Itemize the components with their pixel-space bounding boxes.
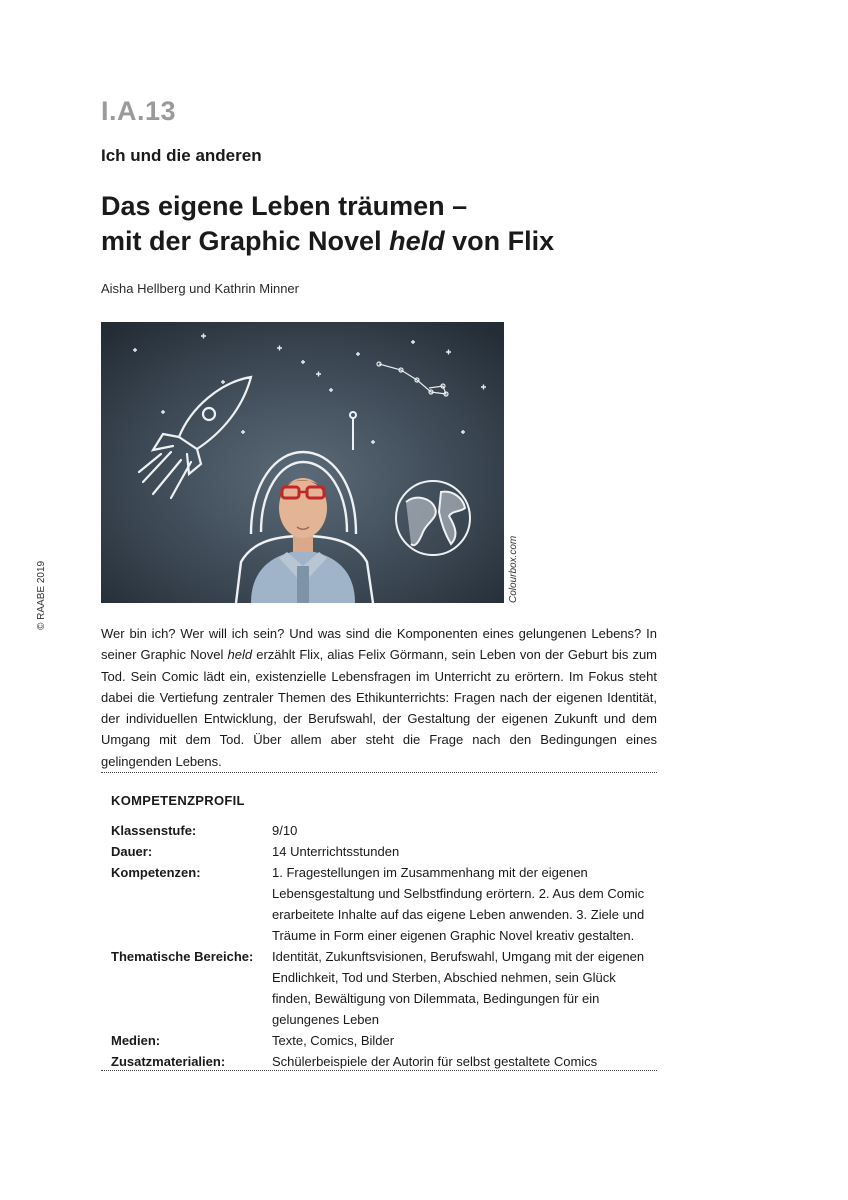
competence-profile <box>111 793 657 1072</box>
dotted-divider-top <box>101 772 657 773</box>
page-title <box>101 189 554 259</box>
cover-illustration <box>101 322 504 603</box>
profile-label: Thematische Bereiche: <box>111 949 254 964</box>
profile-value: Schülerbeispiele der Autorin für selbst gestaltete Comics <box>272 1054 598 1069</box>
authors: Aisha Hellberg und Kathrin Minner <box>101 281 299 296</box>
profile-row <box>111 1030 657 1051</box>
profile-row <box>111 820 657 841</box>
profile-row <box>111 946 657 1030</box>
copyright-notice: © RAABE 2019 <box>36 560 47 630</box>
profile-value: 14 Unterrichtsstunden <box>272 844 400 859</box>
profile-label: Kompetenzen: <box>111 865 201 880</box>
profile-value: Texte, Comics, Bilder <box>272 1033 395 1048</box>
profile-row <box>111 862 657 946</box>
profile-label: Medien: <box>111 1033 161 1048</box>
profile-label: Klassenstufe: <box>111 823 197 838</box>
chalkboard-astronaut-image <box>101 322 504 603</box>
title-line-2: mit der Graphic Novel held von Flix <box>101 226 555 256</box>
profile-value: 9/10 <box>272 823 298 838</box>
dotted-divider-bottom <box>101 1070 657 1071</box>
profile-value: Identität, Zukunftsvisionen, Berufswahl, Umgang mit der eigenen Endlichkeit, Tod und Sterben, Abschied nehmen, sein Glück finden, Bewältigung von Dilemmata, Bedingungen für ein gelungenes Leben <box>272 949 645 1027</box>
profile-label: Zusatzmaterialien: <box>111 1054 226 1069</box>
profile-label: Dauer: <box>111 844 153 859</box>
image-credit: Colourbox.com <box>508 535 519 603</box>
intro-paragraph: Wer bin ich? Wer will ich sein? Und was sind die Komponenten eines gelungenen Lebens? In seiner Graphic Novel held erzählt Flix, alias Felix Görmann, sein Leben von der Geburt bis zum Tod. Sein Comic lädt ein, existenzielle Lebensfragen im Unterricht zu erörtern. Im Fokus steht dabei die Vertiefung zentraler Themen des Ethikunterrichts: Fragen nach der eigenen Identität, der individuellen Entwicklung, der Berufswahl, der Gestaltung der eigenen Zukunft und dem Umgang mit dem Tod. Über allem aber steht die Frage nach den Bedingungen eines gelingenden Lebens. <box>101 626 657 769</box>
section-title: Ich und die anderen <box>101 146 262 165</box>
profile-value: 1. Fragestellungen im Zusammenhang mit der eigenen Lebensgestaltung und Selbstfindung erörtern. 2. Aus dem Comic erarbeitete Inhalte auf das eigene Leben anwenden. 3. Ziele und Träume in Form einer eigenen Graphic Novel kreativ gestalten. <box>272 865 645 943</box>
profile-row <box>111 841 657 862</box>
profile-heading: KOMPETENZPROFIL <box>111 793 245 808</box>
profile-row <box>111 1051 657 1072</box>
title-line-1: Das eigene Leben träumen – <box>101 191 468 221</box>
unit-code: I.A.13 <box>101 96 177 126</box>
